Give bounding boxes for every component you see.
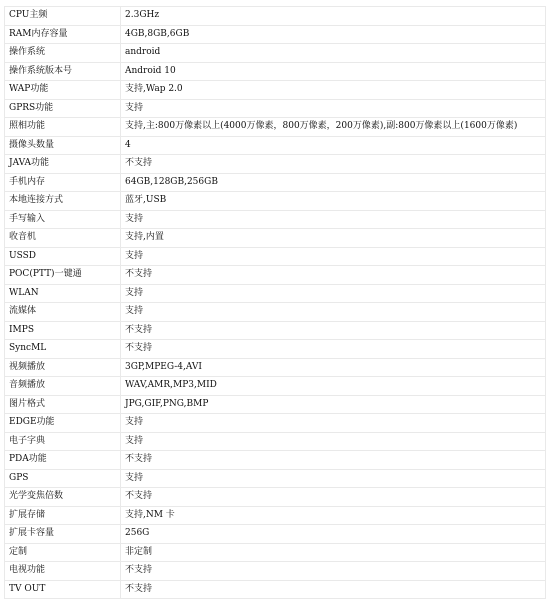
- spec-value: android: [121, 44, 546, 63]
- spec-value: 64GB,128GB,256GB: [121, 173, 546, 192]
- spec-row: [5, 7, 546, 26]
- spec-label: 照相功能: [5, 118, 121, 137]
- spec-label: 本地连接方式: [5, 192, 121, 211]
- spec-row: [5, 358, 546, 377]
- spec-value: 不支持: [121, 155, 546, 174]
- spec-row: [5, 506, 546, 525]
- spec-value: 支持: [121, 99, 546, 118]
- spec-label: 摄像头数量: [5, 136, 121, 155]
- spec-label: 光学变焦倍数: [5, 488, 121, 507]
- spec-value: 256G: [121, 525, 546, 544]
- spec-row: [5, 229, 546, 248]
- spec-label: 电子字典: [5, 432, 121, 451]
- spec-value: Android 10: [121, 62, 546, 81]
- spec-label: 视频播放: [5, 358, 121, 377]
- spec-row: [5, 580, 546, 599]
- spec-value: WAV,AMR,MP3,MID: [121, 377, 546, 396]
- spec-label: CPU主频: [5, 7, 121, 26]
- spec-label: 操作系统: [5, 44, 121, 63]
- spec-row: [5, 266, 546, 285]
- spec-row: [5, 395, 546, 414]
- spec-value: 不支持: [121, 580, 546, 599]
- spec-row: [5, 44, 546, 63]
- spec-value: 支持,NM 卡: [121, 506, 546, 525]
- spec-label: SyncML: [5, 340, 121, 359]
- spec-label: 收音机: [5, 229, 121, 248]
- spec-row: [5, 543, 546, 562]
- spec-value: 支持: [121, 414, 546, 433]
- spec-value: 不支持: [121, 451, 546, 470]
- spec-label: 操作系统版本号: [5, 62, 121, 81]
- spec-value: 支持,Wap 2.0: [121, 81, 546, 100]
- spec-value: 支持: [121, 210, 546, 229]
- spec-label: 扩展存储: [5, 506, 121, 525]
- spec-row: [5, 414, 546, 433]
- spec-value: 非定制: [121, 543, 546, 562]
- spec-value: 4GB,8GB,6GB: [121, 25, 546, 44]
- spec-label: 电视功能: [5, 562, 121, 581]
- spec-value: 支持,内置: [121, 229, 546, 248]
- spec-label: 手写输入: [5, 210, 121, 229]
- spec-value: 不支持: [121, 562, 546, 581]
- spec-table: [4, 6, 546, 599]
- spec-value: 不支持: [121, 340, 546, 359]
- spec-label: 手机内存: [5, 173, 121, 192]
- spec-row: [5, 562, 546, 581]
- spec-label: 图片格式: [5, 395, 121, 414]
- spec-value: 支持: [121, 284, 546, 303]
- spec-label: EDGE功能: [5, 414, 121, 433]
- spec-value: 支持: [121, 469, 546, 488]
- spec-label: RAM内存容量: [5, 25, 121, 44]
- spec-label: IMPS: [5, 321, 121, 340]
- spec-value: 支持: [121, 432, 546, 451]
- spec-label: JAVA功能: [5, 155, 121, 174]
- spec-row: [5, 303, 546, 322]
- spec-row: [5, 210, 546, 229]
- spec-row: [5, 81, 546, 100]
- spec-label: 定制: [5, 543, 121, 562]
- spec-row: [5, 488, 546, 507]
- spec-row: [5, 340, 546, 359]
- spec-label: GPS: [5, 469, 121, 488]
- spec-value: 支持: [121, 247, 546, 266]
- spec-label: 流媒体: [5, 303, 121, 322]
- spec-label: 音频播放: [5, 377, 121, 396]
- spec-row: [5, 25, 546, 44]
- spec-row: [5, 62, 546, 81]
- spec-row: [5, 173, 546, 192]
- spec-value: 支持: [121, 303, 546, 322]
- spec-value: 不支持: [121, 488, 546, 507]
- spec-row: [5, 321, 546, 340]
- spec-value: 蓝牙,USB: [121, 192, 546, 211]
- spec-label: GPRS功能: [5, 99, 121, 118]
- spec-label: WAP功能: [5, 81, 121, 100]
- spec-row: [5, 155, 546, 174]
- spec-value: 3GP,MPEG-4,AVI: [121, 358, 546, 377]
- spec-label: POC(PTT)一键通: [5, 266, 121, 285]
- spec-value: 4: [121, 136, 546, 155]
- spec-row: [5, 247, 546, 266]
- spec-value: 不支持: [121, 266, 546, 285]
- spec-label: PDA功能: [5, 451, 121, 470]
- spec-row: [5, 525, 546, 544]
- spec-label: TV OUT: [5, 580, 121, 599]
- spec-row: [5, 118, 546, 137]
- spec-row: [5, 192, 546, 211]
- spec-row: [5, 136, 546, 155]
- spec-row: [5, 432, 546, 451]
- spec-row: [5, 377, 546, 396]
- spec-row: [5, 451, 546, 470]
- spec-value: 不支持: [121, 321, 546, 340]
- spec-label: 扩展卡容量: [5, 525, 121, 544]
- spec-value: 支持,主:800万像素以上(4000万像素，800万像素，200万像素),副:800万像素以上(1600万像素): [121, 118, 546, 137]
- spec-label: WLAN: [5, 284, 121, 303]
- spec-value: JPG,GIF,PNG,BMP: [121, 395, 546, 414]
- spec-label: USSD: [5, 247, 121, 266]
- spec-table-body: [5, 7, 546, 599]
- spec-value: 2.3GHz: [121, 7, 546, 26]
- spec-row: [5, 284, 546, 303]
- spec-row: [5, 469, 546, 488]
- spec-row: [5, 99, 546, 118]
